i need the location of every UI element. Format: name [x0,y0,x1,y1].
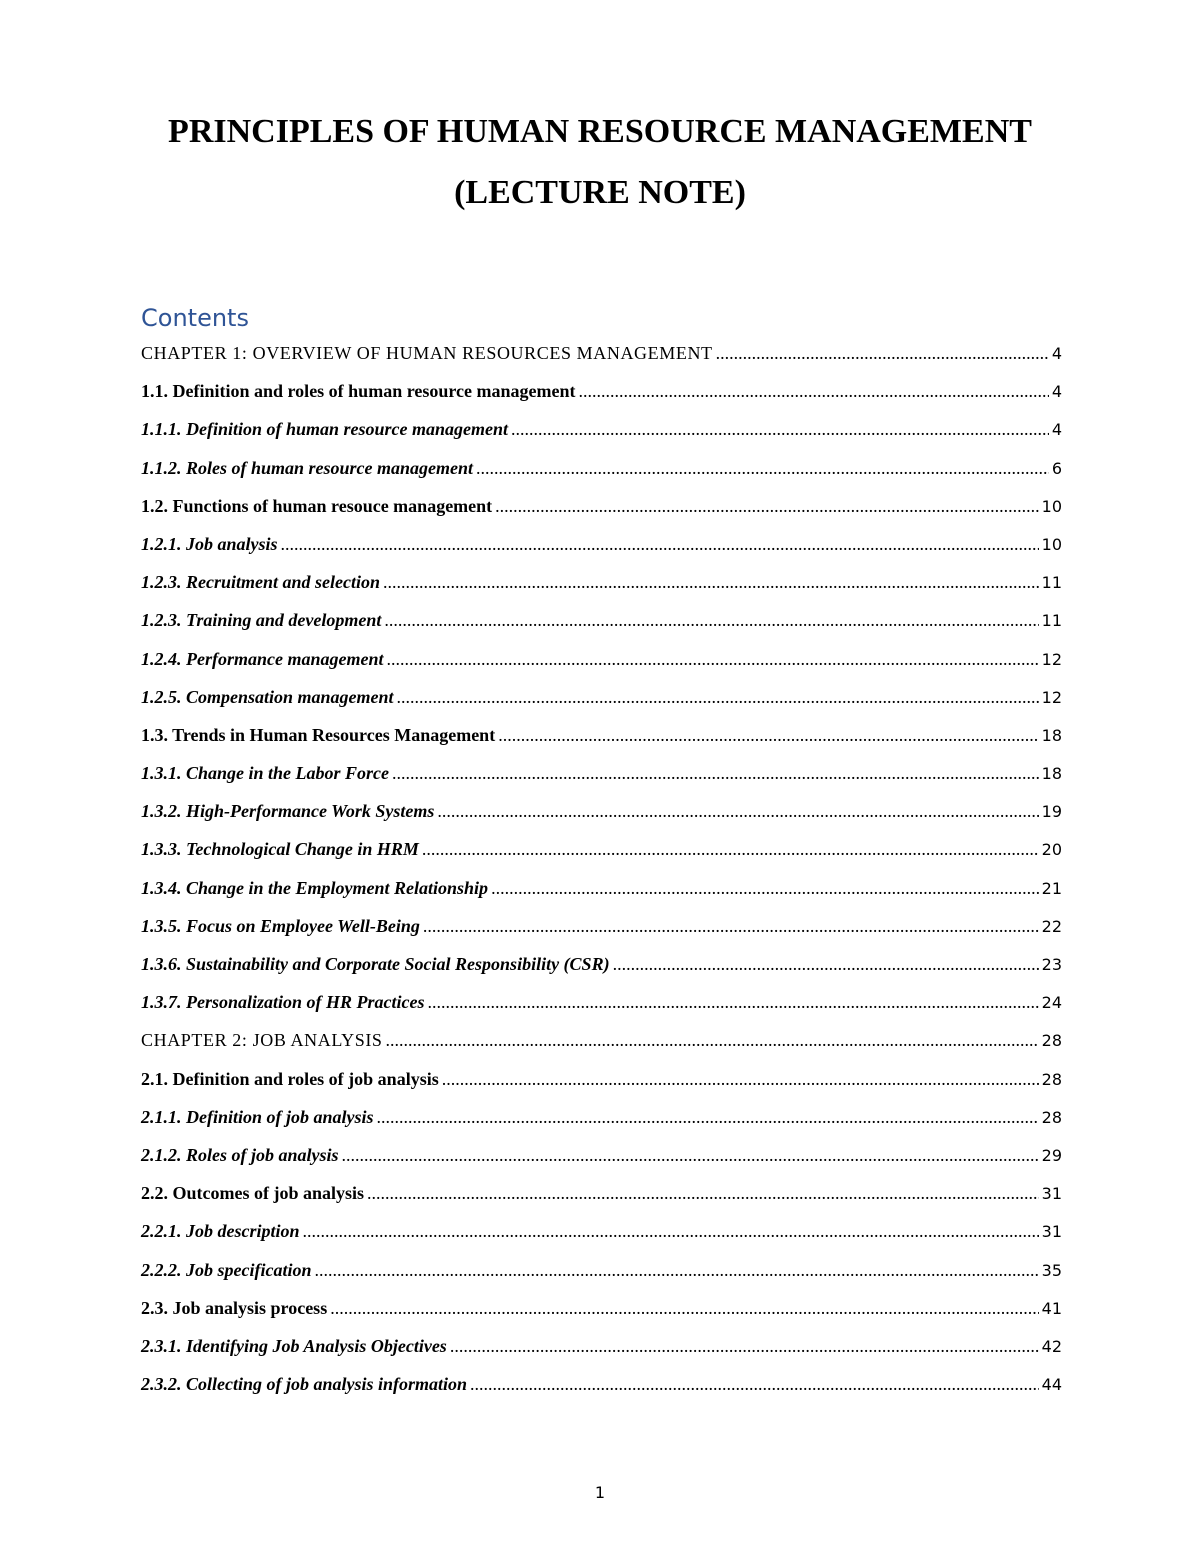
toc-entry-page-number[interactable]: 44 [1041,1375,1062,1395]
toc-entry-label[interactable]: 1.1. Definition and roles of human resource management [141,381,576,402]
toc-dot-leader [498,720,1038,750]
toc-entry-label[interactable]: 1.3.1. Change in the Labor Force [141,763,390,784]
toc-entry-page-number[interactable]: 31 [1041,1222,1062,1242]
toc-entry[interactable] [141,949,1062,987]
toc-dot-leader [437,796,1038,826]
toc-entry-page-number[interactable]: 12 [1041,649,1062,669]
toc-entry-label[interactable]: 1.3.6. Sustainability and Corporate Social Responsibility (CSR) [141,954,610,974]
toc-entry-page-number[interactable]: 4 [1051,382,1062,402]
toc-entry-page-number[interactable]: 29 [1041,1145,1062,1165]
toc-entry-label[interactable]: 2.2. Outcomes of job analysis [141,1183,365,1204]
toc-dot-leader [613,949,1039,979]
toc-entry-label[interactable]: 1.2.1. Job analysis [141,533,278,554]
toc-dot-leader [495,491,1038,521]
toc-dot-leader [511,414,1049,444]
toc-dot-leader [579,376,1049,406]
toc-entry[interactable] [141,1140,1062,1178]
toc-dot-leader [470,1369,1039,1399]
toc-entry-label[interactable]: 2.3.1. Identifying Job Analysis Objectives [141,1335,447,1356]
toc-dot-leader [476,453,1049,483]
toc-entry-page-number[interactable]: 41 [1041,1298,1062,1318]
toc-entry-page-number[interactable]: 28 [1041,1031,1062,1051]
toc-entry-page-number[interactable]: 28 [1041,1069,1062,1089]
toc-entry-page-number[interactable]: 18 [1041,764,1062,784]
toc-entry-label[interactable]: 2.2.2. Job specification [141,1259,312,1280]
toc-dot-leader [384,605,1038,635]
contents-heading: Contents [141,304,249,332]
document-title-line-1: PRINCIPLES OF HUMAN RESOURCE MANAGEMENT [168,113,1032,150]
toc-entry[interactable] [141,987,1062,1025]
toc-entry[interactable] [141,605,1062,643]
toc-entry-label[interactable]: 1.3.5. Focus on Employee Well-Being [141,915,420,936]
toc-entry-page-number[interactable]: 21 [1041,878,1062,898]
toc-entry-label[interactable]: 1.2.4. Performance management [141,648,384,669]
toc-entry[interactable] [141,376,1062,414]
toc-dot-leader [397,682,1039,712]
toc-entry-page-number[interactable]: 31 [1041,1184,1062,1204]
toc-dot-leader [428,987,1039,1017]
toc-entry-page-number[interactable]: 6 [1051,458,1062,478]
toc-entry-page-number[interactable]: 4 [1051,420,1062,440]
toc-entry[interactable] [141,644,1062,682]
toc-entry[interactable] [141,796,1062,834]
table-of-contents [141,338,1062,1407]
toc-entry-page-number[interactable]: 19 [1041,802,1062,822]
toc-entry-label[interactable]: 1.3.3. Technological Change in HRM [141,839,419,860]
toc-entry-label[interactable]: 1.2.5. Compensation management [141,686,394,707]
toc-entry[interactable] [141,873,1062,911]
toc-entry-label[interactable]: 2.1.2. Roles of job analysis [141,1144,339,1165]
toc-entry-page-number[interactable]: 10 [1041,496,1062,516]
toc-dot-leader [342,1140,1039,1170]
toc-entry[interactable] [141,491,1062,529]
toc-entry[interactable] [141,529,1062,567]
toc-entry-label[interactable]: 1.2. Functions of human resouce management [141,495,493,516]
toc-entry-label[interactable]: 1.1.1. Definition of human resource management [141,419,509,440]
toc-entry-label[interactable]: 2.2.1. Job description [141,1221,300,1242]
toc-dot-leader [281,529,1039,559]
toc-entry[interactable] [141,1102,1062,1140]
toc-dot-leader [303,1216,1039,1246]
toc-entry-label[interactable]: 1.2.3. Training and development [141,610,382,631]
toc-entry[interactable] [141,1293,1062,1331]
toc-entry-page-number[interactable]: 10 [1041,534,1062,554]
toc-dot-leader [367,1178,1039,1208]
toc-entry-label[interactable]: 1.3.2. High-Performance Work Systems [141,801,435,822]
toc-entry-label[interactable]: 2.1.1. Definition of job analysis [141,1106,374,1127]
toc-entry[interactable] [141,1255,1062,1293]
toc-entry[interactable] [141,567,1062,605]
toc-entry-page-number[interactable]: 28 [1041,1107,1062,1127]
toc-entry-label[interactable]: 1.3.4. Change in the Employment Relationship [141,877,489,898]
toc-entry[interactable] [141,1331,1062,1369]
toc-dot-leader [386,644,1038,674]
toc-entry-page-number[interactable]: 23 [1041,955,1062,974]
toc-entry[interactable] [141,338,1062,376]
toc-entry-label[interactable]: 1.3. Trends in Human Resources Management [141,724,496,745]
toc-dot-leader [423,911,1039,941]
toc-entry-label[interactable]: 2.3.2. Collecting of job analysis information [141,1374,468,1395]
toc-entry-label[interactable]: 2.3. Job analysis process [141,1297,328,1318]
toc-entry[interactable] [141,720,1062,758]
toc-entry-label[interactable]: CHAPTER 2: JOB ANALYSIS [141,1030,383,1051]
toc-dot-leader [330,1293,1038,1323]
page-number: 1 [594,1483,606,1502]
toc-dot-leader [386,1025,1039,1055]
toc-entry-label[interactable]: 2.1. Definition and roles of job analysis [141,1068,439,1089]
toc-dot-leader [383,567,1039,597]
toc-entry[interactable] [141,1369,1062,1407]
toc-entry-page-number[interactable]: 42 [1041,1336,1062,1356]
toc-entry[interactable] [141,1064,1062,1102]
toc-dot-leader [716,338,1049,368]
toc-entry-label[interactable]: 1.1.2. Roles of human resource management [141,457,474,478]
toc-dot-leader [392,758,1039,788]
toc-dot-leader [491,873,1039,903]
toc-entry[interactable] [141,682,1062,720]
toc-entry[interactable] [141,834,1062,872]
toc-entry-page-number[interactable]: 22 [1041,916,1062,936]
toc-dot-leader [314,1255,1038,1285]
toc-entry-page-number[interactable]: 12 [1041,687,1062,707]
toc-dot-leader [377,1102,1039,1132]
toc-dot-leader [442,1064,1039,1094]
toc-entry-page-number[interactable]: 4 [1051,344,1062,363]
toc-entry[interactable] [141,1216,1062,1254]
toc-entry-label[interactable]: 1.2.3. Recruitment and selection [141,572,381,593]
toc-entry-label[interactable]: CHAPTER 1: OVERVIEW OF HUMAN RESOURCES MANAGEMENT [141,343,713,363]
toc-entry-page-number[interactable]: 11 [1041,611,1062,631]
toc-entry[interactable] [141,414,1062,452]
toc-entry-page-number[interactable]: 20 [1041,840,1062,860]
toc-entry[interactable] [141,1025,1062,1063]
toc-dot-leader [422,834,1039,864]
toc-entry-page-number[interactable]: 35 [1041,1260,1062,1280]
toc-entry-page-number[interactable]: 24 [1041,993,1062,1013]
toc-entry-page-number[interactable]: 11 [1041,573,1062,593]
toc-dot-leader [450,1331,1039,1361]
document-title-line-2: (LECTURE NOTE) [454,174,746,211]
toc-entry[interactable] [141,453,1062,491]
toc-entry-label[interactable]: 1.3.7. Personalization of HR Practices [141,992,425,1013]
toc-entry-page-number[interactable]: 18 [1041,725,1062,745]
toc-entry[interactable] [141,758,1062,796]
toc-entry[interactable] [141,911,1062,949]
toc-entry[interactable] [141,1178,1062,1216]
